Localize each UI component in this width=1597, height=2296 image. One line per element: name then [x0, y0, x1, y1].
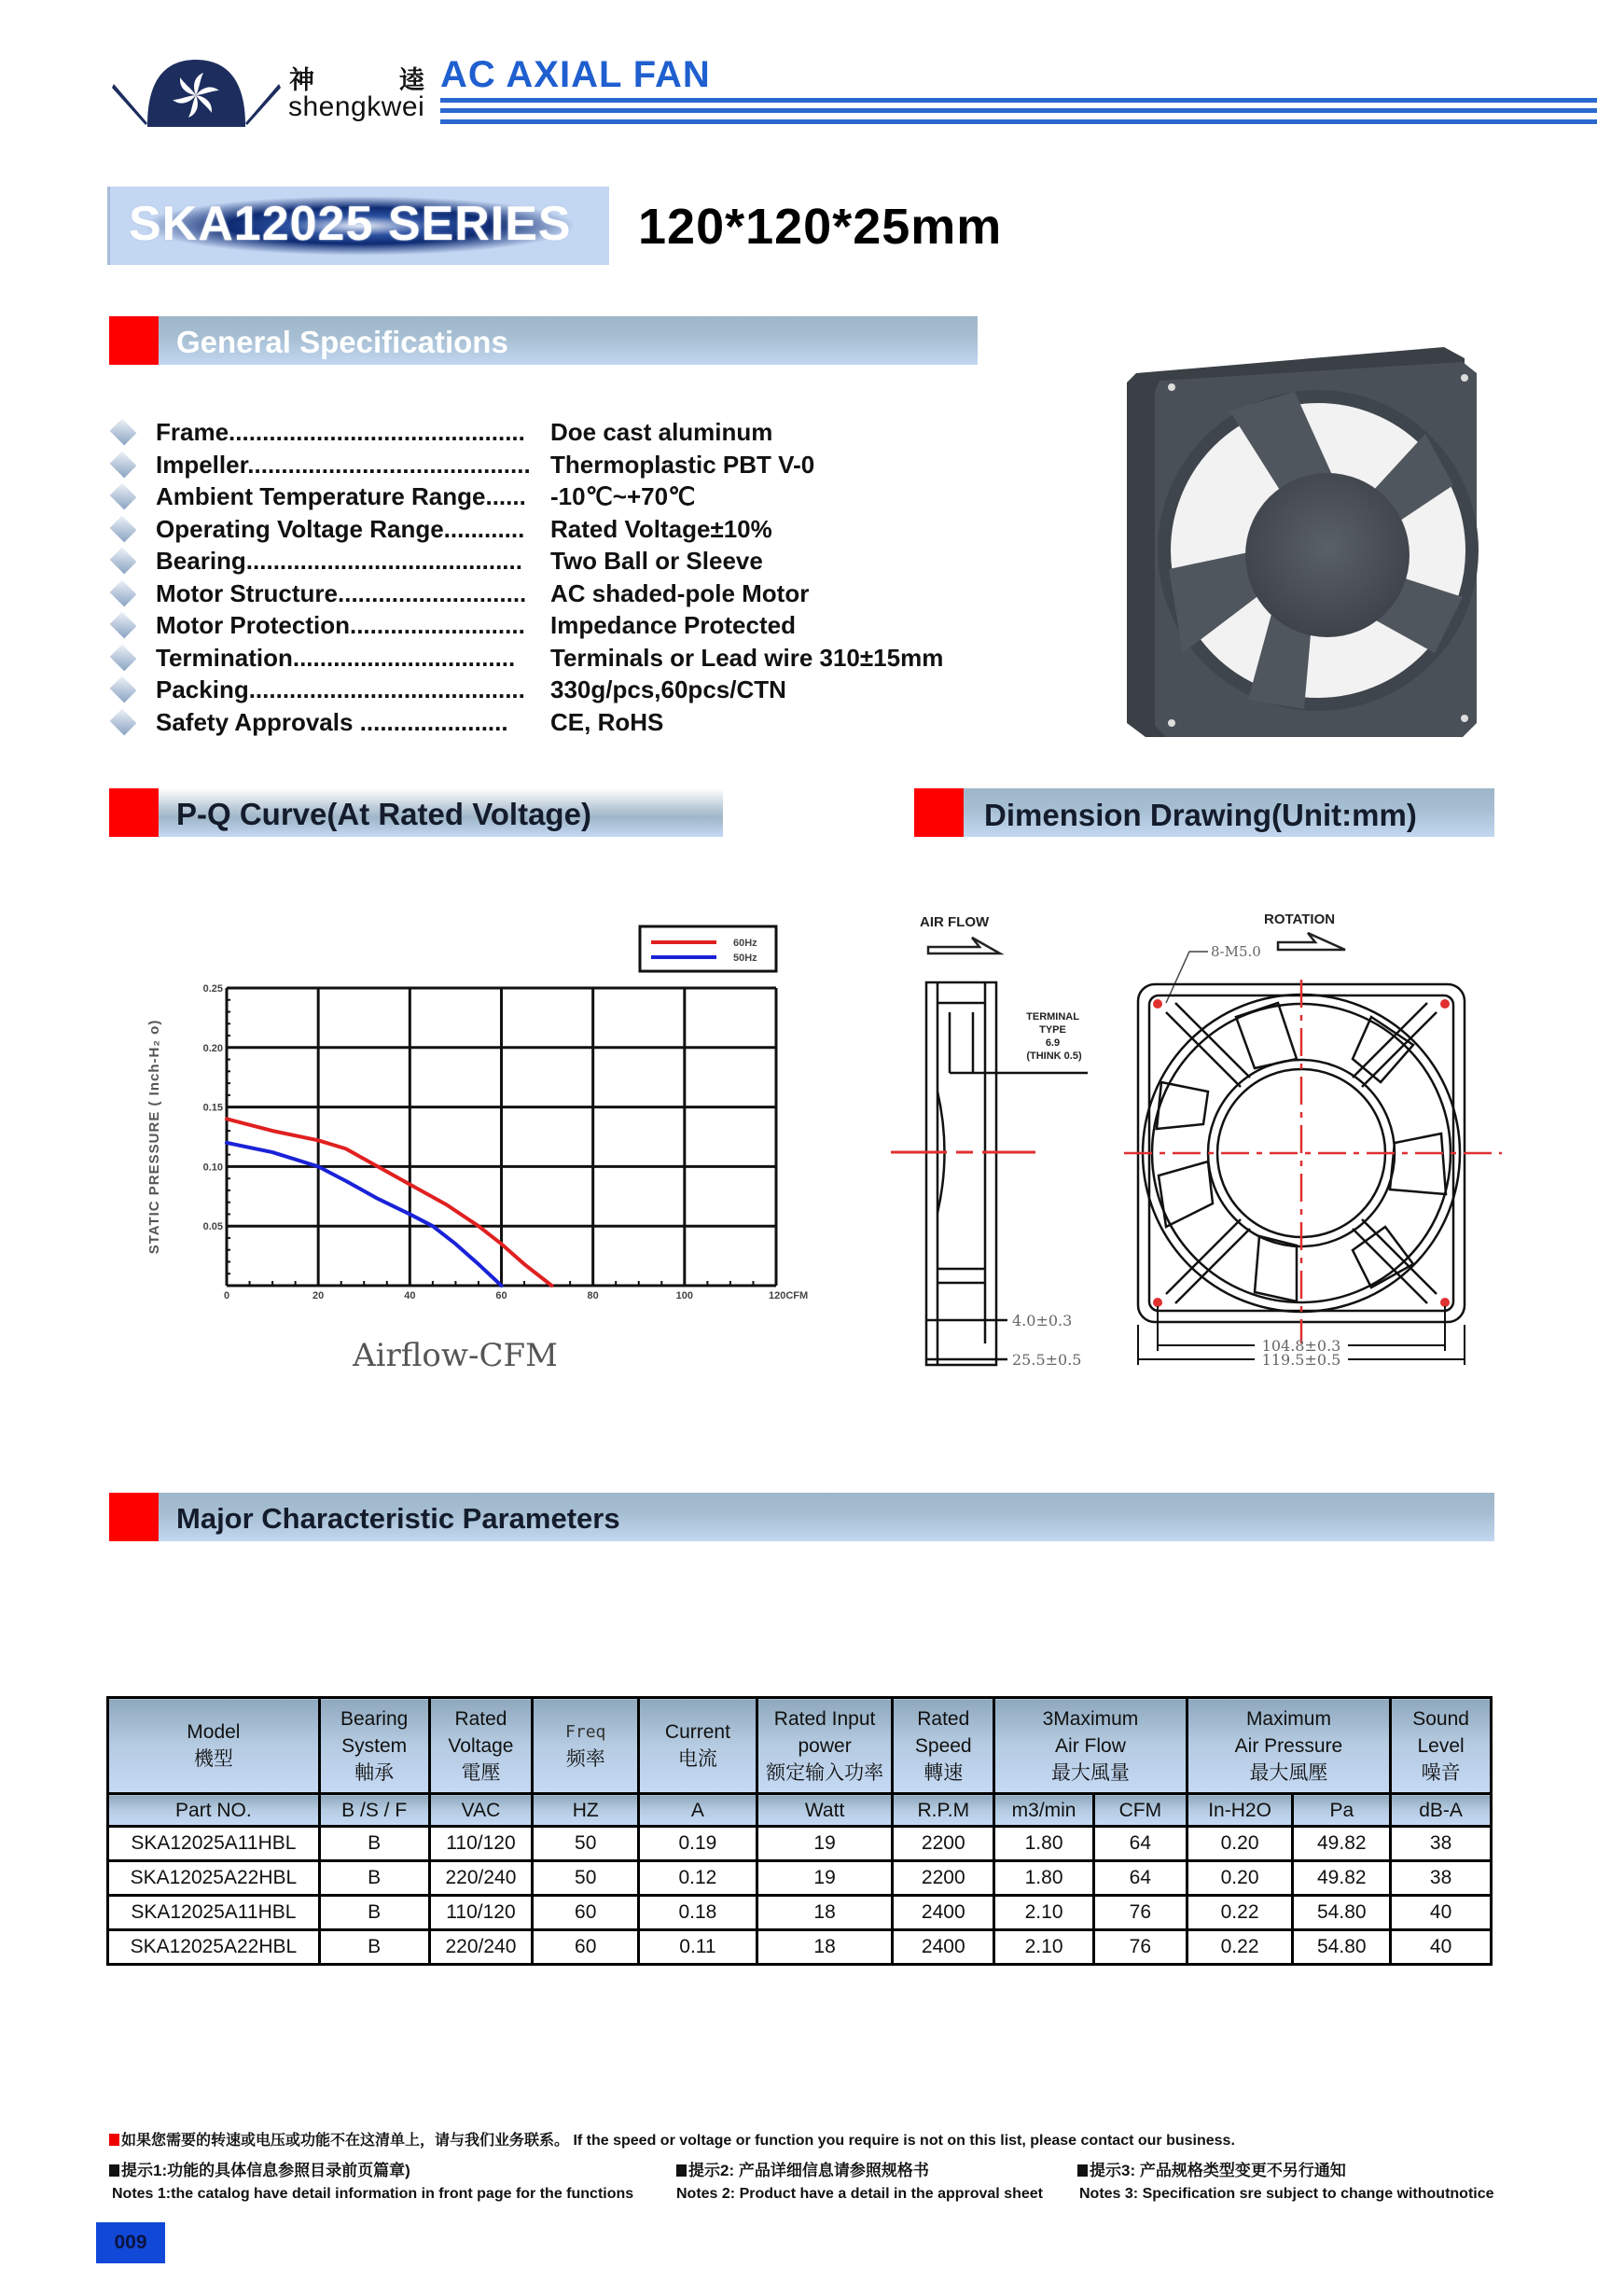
spec-value: CE, RoHS: [550, 708, 664, 736]
page-number: 009: [96, 2222, 165, 2263]
table-cell: B: [319, 1930, 429, 1965]
legend-box: [640, 926, 776, 971]
table-cell: 0.20: [1187, 1827, 1293, 1861]
spec-value: Doe cast aluminum: [550, 418, 773, 446]
dimension-drawing: [886, 896, 1521, 1390]
table-cell: 49.82: [1293, 1861, 1391, 1896]
table-cell: 0.19: [639, 1827, 757, 1861]
diamond-bullet-icon: [110, 645, 137, 672]
table-header-row: [108, 1698, 1492, 1794]
table-cell: 0.22: [1187, 1930, 1293, 1965]
logo-chinese-left: 神: [289, 66, 314, 95]
spec-row: [107, 545, 993, 577]
section-marker: [109, 788, 159, 837]
section-marker: [914, 788, 964, 837]
series-banner: [107, 187, 609, 265]
table-cell: B: [319, 1896, 429, 1930]
page-title: AC AXIAL FAN: [440, 54, 711, 95]
table-cell: 2400: [893, 1896, 994, 1930]
table-cell: 18: [757, 1930, 893, 1965]
table-row: [108, 1861, 1492, 1896]
table-cell: 60: [533, 1896, 639, 1930]
legend-label: 60Hz: [733, 938, 757, 949]
spec-row: [107, 674, 993, 705]
table-cell: 64: [1093, 1861, 1187, 1896]
section-title: Major Characteristic Parameters: [176, 1502, 620, 1535]
spec-row: [107, 577, 993, 609]
tip1-en: Notes 1:the catalog have detail information in front page for the functions: [112, 2186, 634, 2202]
rotation-arrow-icon: [1278, 933, 1345, 950]
bullet-icon: [109, 2134, 119, 2146]
table-cell: SKA12025A22HBL: [108, 1930, 320, 1965]
spec-label: Frame............................................: [156, 418, 525, 446]
spec-row: [107, 449, 993, 480]
section-title: Dimension Drawing(Unit:mm): [984, 798, 1417, 832]
table-cell: 50: [533, 1827, 639, 1861]
diamond-bullet-icon: [110, 548, 137, 575]
y-tick-label: 0.20: [202, 1042, 223, 1054]
tip3-en: Notes 3: Specification sre subject to change withoutnotice: [1079, 2186, 1494, 2202]
spec-value: Two Ball or Sleeve: [550, 547, 763, 575]
spec-row: [107, 513, 993, 545]
spec-label: Impeller..........................................: [156, 451, 531, 479]
y-tick-label: 0.25: [202, 983, 223, 995]
diamond-bullet-icon: [110, 580, 137, 607]
y-tick-label: 0.10: [202, 1162, 223, 1174]
x-tick-label: 20: [312, 1290, 325, 1301]
spec-label: Operating Voltage Range............: [156, 515, 525, 543]
y-tick-label: 0.15: [202, 1102, 223, 1114]
section-title: P-Q Curve(At Rated Voltage): [176, 797, 591, 831]
spec-row: [107, 416, 993, 448]
x-tick-label: 120CFM: [769, 1290, 809, 1301]
table-cell: 38: [1391, 1827, 1492, 1861]
header-rule: [440, 119, 1597, 124]
side-view: [926, 982, 1088, 1365]
table-cell: 49.82: [1293, 1827, 1391, 1861]
rotation-label: ROTATION: [1264, 911, 1336, 927]
x-tick-label: 100: [675, 1290, 694, 1301]
spec-value: Rated Voltage±10%: [550, 515, 772, 543]
spec-label: Safety Approvals ......................: [156, 708, 508, 736]
x-tick-label: 80: [587, 1290, 599, 1301]
table-cell: 110/120: [429, 1827, 533, 1861]
table-cell: 60: [533, 1930, 639, 1965]
unit-cell: HZ: [533, 1794, 639, 1827]
col-voltage: Rated Voltage 電壓: [429, 1698, 533, 1794]
unit-cell: dB-A: [1391, 1794, 1492, 1827]
spec-label: Termination.................................: [156, 644, 516, 672]
company-logo: [110, 58, 283, 127]
unit-cell: VAC: [429, 1794, 533, 1827]
col-speed: Rated Speed 轉速: [893, 1698, 994, 1794]
series-name: SKA12025 SERIES: [129, 197, 572, 251]
table-cell: 1.80: [994, 1827, 1094, 1861]
col-pressure: Maximum Air Pressure 最大風壓: [1187, 1698, 1390, 1794]
table-cell: 76: [1093, 1896, 1187, 1930]
table-cell: 220/240: [429, 1930, 533, 1965]
spec-label: Bearing.........................................: [156, 547, 522, 575]
screw-label: 8-M5.0: [1211, 943, 1261, 960]
col-freq: Freq 频率: [533, 1698, 639, 1794]
diamond-bullet-icon: [110, 452, 137, 479]
diamond-bullet-icon: [110, 676, 137, 703]
section-marker: [109, 1493, 159, 1541]
unit-cell: B /S / F: [319, 1794, 429, 1827]
section-header-dimension: [914, 788, 1494, 837]
parameters-table: [106, 1696, 1493, 1966]
spec-row: [107, 706, 993, 738]
unit-cell: CFM: [1093, 1794, 1187, 1827]
table-cell: 50: [533, 1861, 639, 1896]
dim-hole-pitch: 104.8±0.3: [1261, 1337, 1341, 1355]
bullet-icon: [676, 2164, 687, 2177]
table-cell: 0.18: [639, 1896, 757, 1930]
unit-cell: Part NO.: [108, 1794, 320, 1827]
table-cell: B: [319, 1861, 429, 1896]
col-sound: Sound Level 噪音: [1391, 1698, 1492, 1794]
table-cell: 38: [1391, 1861, 1492, 1896]
spec-label: Motor Protection..........................: [156, 611, 525, 639]
spec-row: [107, 480, 993, 512]
col-power: Rated Input power 额定输入功率: [757, 1698, 893, 1794]
logo-wordmark: shengkwei: [288, 91, 425, 122]
diamond-bullet-icon: [110, 483, 137, 510]
spec-row: [107, 642, 993, 674]
x-axis-title: Airflow-CFM: [353, 1337, 558, 1374]
spec-value: -10℃~+70℃: [550, 482, 696, 510]
dim-width: 119.5±0.5: [1261, 1351, 1341, 1369]
table-cell: 0.20: [1187, 1861, 1293, 1896]
unit-cell: Watt: [757, 1794, 893, 1827]
unit-cell: Pa: [1293, 1794, 1391, 1827]
table-cell: 2400: [893, 1930, 994, 1965]
unit-cell: m3/min: [994, 1794, 1094, 1827]
pq-curve-chart: [131, 914, 809, 1399]
table-cell: 0.11: [639, 1930, 757, 1965]
spec-value: AC shaded-pole Motor: [550, 579, 810, 607]
terminal-note: TERMINAL TYPE 6.9 (THINK 0.5): [1026, 1011, 1082, 1062]
table-row: [108, 1930, 1492, 1965]
spec-label: Motor Structure............................: [156, 579, 527, 607]
x-tick-label: 0: [223, 1290, 230, 1301]
legend-label: 50Hz: [733, 953, 757, 964]
unit-cell: In-H2O: [1187, 1794, 1293, 1827]
table-cell: 40: [1391, 1930, 1492, 1965]
tip2-en: Notes 2: Product have a detail in the approval sheet: [676, 2186, 1043, 2202]
table-cell: 0.12: [639, 1861, 757, 1896]
table-cell: 2.10: [994, 1896, 1094, 1930]
table-row: [108, 1827, 1492, 1861]
table-cell: B: [319, 1827, 429, 1861]
spec-label: Packing.........................................: [156, 675, 525, 703]
section-header-general-specs: [109, 316, 978, 365]
spec-label: Ambient Temperature Range......: [156, 482, 526, 510]
table-cell: 2200: [893, 1827, 994, 1861]
x-tick-label: 60: [495, 1290, 507, 1301]
table-cell: SKA12025A22HBL: [108, 1861, 320, 1896]
fan-size: 120*120*25mm: [638, 199, 1003, 255]
section-title: General Specifications: [176, 325, 508, 359]
bullet-icon: [1077, 2164, 1088, 2177]
section-marker: [109, 316, 159, 365]
tip3-cn: 提示3: 产品规格类型变更不另行通知: [1077, 2157, 1346, 2180]
table-cell: 54.80: [1293, 1896, 1391, 1930]
air-flow-arrow-icon: [928, 938, 1000, 953]
dim-depth: 25.5±0.5: [1012, 1351, 1082, 1369]
col-airflow: 3Maximum Air Flow 最大風量: [994, 1698, 1187, 1794]
table-cell: 19: [757, 1861, 893, 1896]
table-cell: 18: [757, 1896, 893, 1930]
col-bearing: Bearing System 軸承: [319, 1698, 429, 1794]
dim-flange: 4.0±0.3: [1012, 1312, 1073, 1329]
table-cell: 40: [1391, 1896, 1492, 1930]
col-current: Current 电流: [639, 1698, 757, 1794]
bullet-icon: [109, 2164, 119, 2177]
table-cell: 19: [757, 1827, 893, 1861]
table-row: [108, 1896, 1492, 1930]
y-tick-label: 0.05: [202, 1221, 223, 1233]
table-cell: 64: [1093, 1827, 1187, 1861]
col-model: Model 機型: [108, 1698, 320, 1794]
tip1-cn: 提示1:功能的具体信息参照目录前页篇章): [109, 2157, 410, 2180]
header-rule: [440, 98, 1597, 103]
table-cell: 2200: [893, 1861, 994, 1896]
air-flow-label: AIR FLOW: [920, 914, 990, 930]
contact-note: 如果您需要的转速或电压或功能不在这清单上，请与我们业务联系。 If the speed or voltage or function you require is not on this list, please contact our business.: [109, 2128, 1235, 2150]
table-cell: 1.80: [994, 1861, 1094, 1896]
y-axis-title: STATIC PRESSURE ( Inch-H₂ o): [146, 1019, 162, 1255]
table-cell: 54.80: [1293, 1930, 1391, 1965]
table-units-row: [108, 1794, 1492, 1827]
table-cell: 110/120: [429, 1896, 533, 1930]
table-cell: 76: [1093, 1930, 1187, 1965]
unit-cell: A: [639, 1794, 757, 1827]
fan-photo: [1118, 345, 1486, 742]
diamond-bullet-icon: [110, 516, 137, 543]
tip2-cn: 提示2: 产品详细信息请参照规格书: [676, 2157, 929, 2180]
section-header-parameters: [109, 1493, 1494, 1541]
unit-cell: R.P.M: [893, 1794, 994, 1827]
logo-chinese-right: 逵: [399, 66, 424, 95]
table-cell: SKA12025A11HBL: [108, 1896, 320, 1930]
section-header-pq-curve: [109, 788, 723, 837]
spec-row: [107, 609, 993, 641]
table-cell: 220/240: [429, 1861, 533, 1896]
spec-value: Thermoplastic PBT V-0: [550, 451, 815, 479]
fan-logo-icon: [110, 58, 283, 127]
spec-value: Terminals or Lead wire 310±15mm: [550, 644, 944, 672]
table-cell: 0.22: [1187, 1896, 1293, 1930]
x-tick-label: 40: [404, 1290, 416, 1301]
spec-value: Impedance Protected: [550, 611, 796, 639]
diamond-bullet-icon: [110, 419, 137, 446]
diamond-bullet-icon: [110, 612, 137, 639]
spec-value: 330g/pcs,60pcs/CTN: [550, 675, 786, 703]
header-rule: [440, 108, 1597, 113]
table-cell: SKA12025A11HBL: [108, 1827, 320, 1861]
diamond-bullet-icon: [110, 709, 137, 736]
table-cell: 2.10: [994, 1930, 1094, 1965]
